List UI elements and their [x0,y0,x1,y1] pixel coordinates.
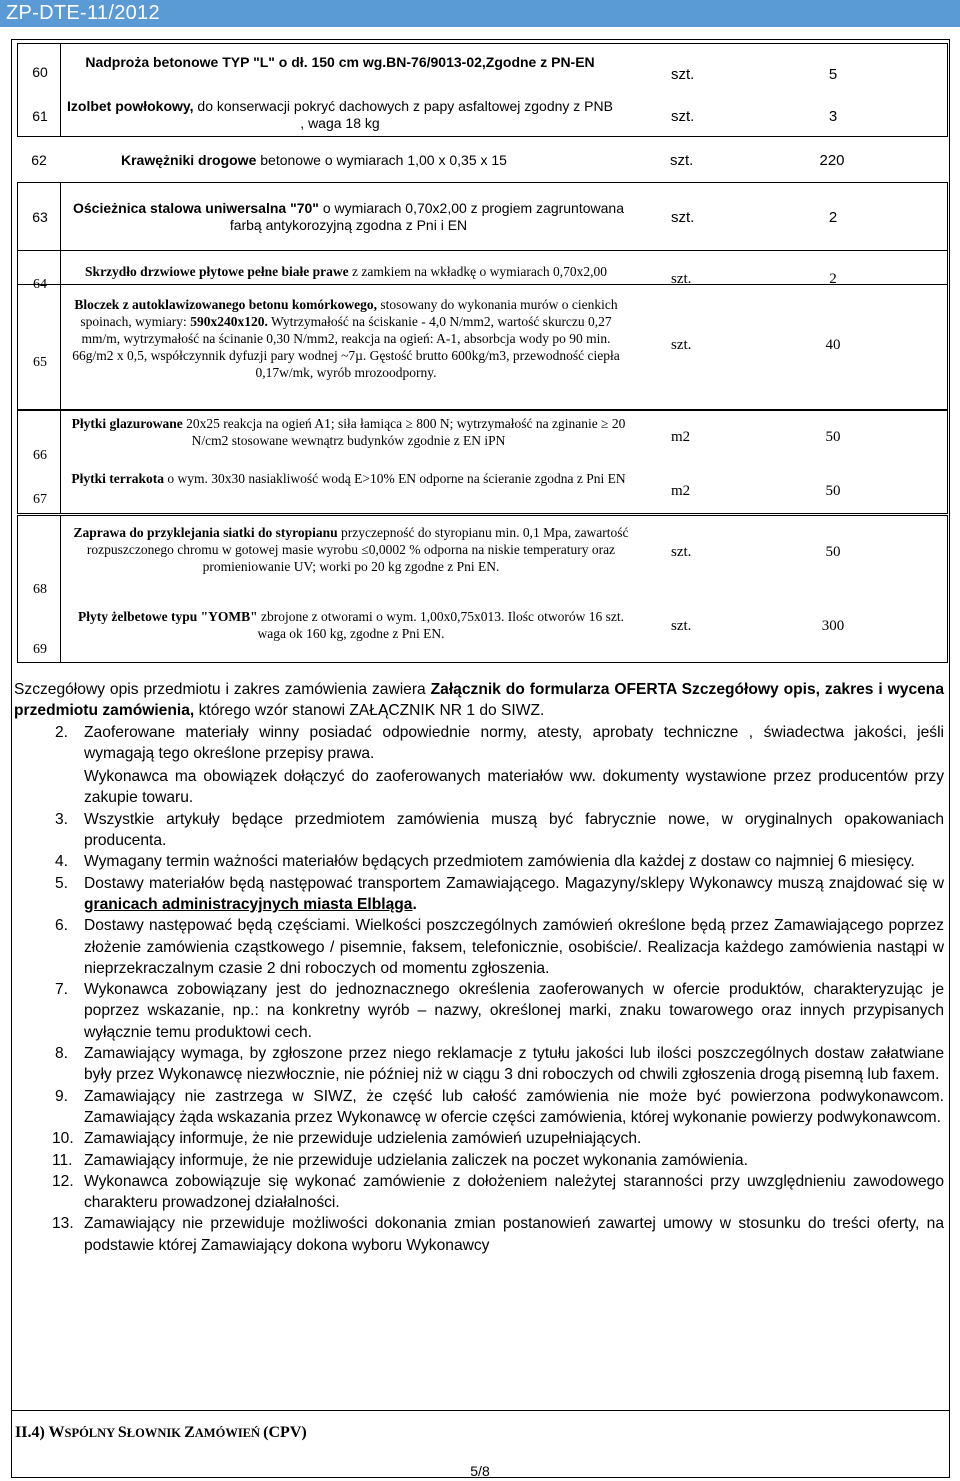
item-quantity: 3 [828,108,838,125]
row-number: 60 [32,64,48,80]
item-description: Zaprawa do przyklejania siatki do styropianu przyczepność do styropianu min. 0,1 Mpa, zawartość rozpuszczonego chromu w gotowej masie wyrobu ≤0,0002 % odporna na niskie temperatury oraz promieniowanie UV; worki po 20 kg zgodne z Pni EN. [73,525,629,574]
list-item: 9. Zamawiający nie zastrzega w SIWZ, że część lub całość zamówienia nie może być powierzona podwykonawcom. Zamawiający żąda wskazania przez Wykonawcę w ofercie części zamówienia, której wykonanie powierzy podwykonawcom. [55,1087,944,1126]
item-description: Płytki glazurowane 20x25 reakcja na ogień A1; siła łamiąca ≥ 800 N; wytrzymałość na zginanie ≥ 20 N/cm2 stosowane wewnątrz budynków zgodnie z EN iPN [71,416,626,448]
row-number: 65 [33,355,47,370]
row-number: 66 [33,448,47,463]
item-description: Płytki terrakota o wym. 30x30 nasiakliwość wodą E>10% EN odporne na ścieranie zgodna z Pni EN [71,471,626,486]
requirements-text [14,679,944,1256]
row-number: 63 [32,209,48,225]
item-unit: szt. [670,152,694,169]
document-id: ZP-DTE-11/2012 [6,2,160,24]
item-unit: szt. [671,108,695,125]
item-description: Krawężniki drogowe betonowe o wymiarach 1,00 x 0,35 x 15 [121,152,507,168]
page-number: 5/8 [470,1463,490,1479]
item-description: Izolbet powłokowy, do konserwacji pokryć dachowych z papy asfaltowej zgodny z PNB , waga 18 kg [67,98,613,131]
item-unit: szt. [671,209,695,226]
item-quantity: 50 [825,544,841,560]
list-item: 2. Zaoferowane materiały winny posiadać odpowiednie normy, atesty, aprobaty techniczne , świadectwa jakości, jeśli wymagają tego określone przepisy prawa. [55,723,944,762]
item-quantity: 300 [821,618,845,634]
intro-paragraph: Szczegółowy opis przedmiotu i zakres zamówienia zawiera Załącznik do formularza OFERTA Szczegółowy opis, zakres i wycena przedmiotu zamówienia, którego wzór stanowi ZAŁĄCZNIK NR 1 do SIWZ. [14,681,944,720]
item-unit: szt. [671,337,692,353]
row-number-cell [17,250,61,411]
item-unit: m2 [671,483,691,499]
list-item: 3. Wszystkie artykuły będące przedmiotem zamówienia muszą być fabrycznie nowe, w oryginalnych opakowaniach producenta. [55,810,944,850]
document-header [0,0,960,27]
list-item: 11. Zamawiający informuje, że nie przewiduje udzielania zaliczek na poczet wykonania zamówienia. [52,1151,748,1169]
item-unit: m2 [671,429,691,445]
item-quantity: 2 [829,271,837,287]
list-item: 8. Zamawiający wymaga, by zgłoszone przez niego reklamacje z tytułu jakości lub ilości poszczególnych dostaw załatwiane były przez Wykonawcę niezwłocznie, nie później niż w ciągu 3 dni roboczych od chwili zgłoszenia drogą pisemną lub faxem. [55,1045,944,1084]
list-item: 6. Dostawy następować będą częściami. Wielkości poszczególnych zamówień określone będą przez Zamawiającego poprzez złożenie zamówienia cząstkowego / pisemnie, faksem, telefonicznie, osobiście/. Realizacja każdego zamówienia nastąpi w nieprzekraczalnym czasie 2 dni roboczych od momentu zgłoszenia. [55,917,944,977]
item-unit: szt. [671,66,695,83]
table-row-group-66-67 [17,409,948,514]
materials-table [17,43,948,663]
row-number: 64 [33,277,47,292]
item-description: Skrzydło drzwiowe płytowe pełne białe prawe z zamkiem na wkładkę o wymiarach 0,70x2,00 [85,264,607,279]
item-description: Płyty żelbetowe typu "YOMB" zbrojone z otworami o wym. 1,00x0,75x013. Ilośc otworów 16 szt. waga ok 160 kg, zgodne z Pni EN. [78,609,624,641]
requirements-list [14,722,944,1256]
item-quantity: 220 [819,152,845,169]
list-item: 5. Dostawy materiałów będą następować transportem Zamawiającego. Magazyny/sklepy Wykonawcy muszą znajdować się w granicach administracyjnych miasta Elbląga. [55,874,944,913]
row-number: 69 [33,642,47,657]
item-unit: szt. [671,271,692,287]
list-item-continuation: Wykonawca ma obowiązek dołączyć do zaoferowanych materiałów ww. dokumenty wystawione przez producentów przy zakupie towaru. [84,768,944,807]
row-number: 61 [32,108,48,124]
list-item: 12. Wykonawca zobowiązuje się wykonać zamówienie z dołożeniem należytej staranności przy uwzględnieniu zawodowego charakteru prowadzonej działalności. [52,1172,944,1212]
list-item: 10. Zamawiający informuje, że nie przewiduje udzielenia zamówień uzupełniających. [52,1130,642,1148]
table-row-group-68-69 [17,515,948,663]
row-number: 62 [31,152,47,168]
row-number: 68 [33,582,47,597]
item-unit: szt. [671,618,692,634]
item-quantity: 40 [825,337,841,353]
item-quantity: 5 [828,66,838,83]
table-row-group-64-65 [17,250,948,411]
item-unit: szt. [671,544,692,560]
row-number-cell [17,43,61,137]
cpv-section-heading: II.4) WSPÓLNY SŁOWNIK ZAMÓWIEŃ (CPV) [15,1424,307,1441]
item-quantity: 50 [825,429,841,445]
table-row-62 [17,152,948,174]
table-row-group-60-61 [17,43,948,137]
row-number-cell [17,515,61,663]
list-item: 7. Wykonawca zobowiązany jest do jednoznacznego określenia zaoferowanych w ofercie produktów, charakteryzując je poprzez wskazanie, np.: na konkretny wyrób – nazwy, określonej marki, znaku towarowego oraz innych przypisanych wyłącznie temu produktowi cech. [55,981,944,1041]
item-quantity: 50 [825,483,841,499]
list-item: 4. Wymagany termin ważności materiałów będących przedmiotem zamówienia dla każdej z dostaw co najmniej 6 miesięcy. [55,853,915,871]
item-description: Ościeżnica stalowa uniwersalna "70" o wymiarach 0,70x2,00 z progiem zagruntowana farbą antykorozyjną zgodna z Pni i EN [73,200,624,233]
row-number-cell [17,409,61,514]
list-item: 13. Zamawiający nie przewiduje możliwości dokonania zmian postanowień zawartej umowy w stosunku do treści oferty, na podstawie której Zamawiający dokona wyboru Wykonawcy [52,1215,944,1254]
row-number: 67 [33,492,47,507]
item-quantity: 2 [828,209,838,226]
item-description: Bloczek z autoklawizowanego betonu komórkowego, stosowany do wykonania murów o cienkich spoinach, wymiary: 590x240x120. Wytrzymałość na ściskanie - 4,0 N/mm2, wartość skurczu 0,27 mm/m, wytrzymałość na ścinanie 0,30 N/mm2, reakcja na ogień: A-1, absorbcja wody po 90 min. 66g/m2 x 0,5, współczynnik dyfuzji pary wodnej ~7µ. Gęstość brutto 600kg/m3, przewodność ciepła 0,17w/mk, wyrób mrozoodporny. [72,297,620,380]
item-description: Nadproża betonowe TYP "L" o dł. 150 cm wg.BN-76/9013-02,Zgodne z PN-EN [85,54,595,70]
